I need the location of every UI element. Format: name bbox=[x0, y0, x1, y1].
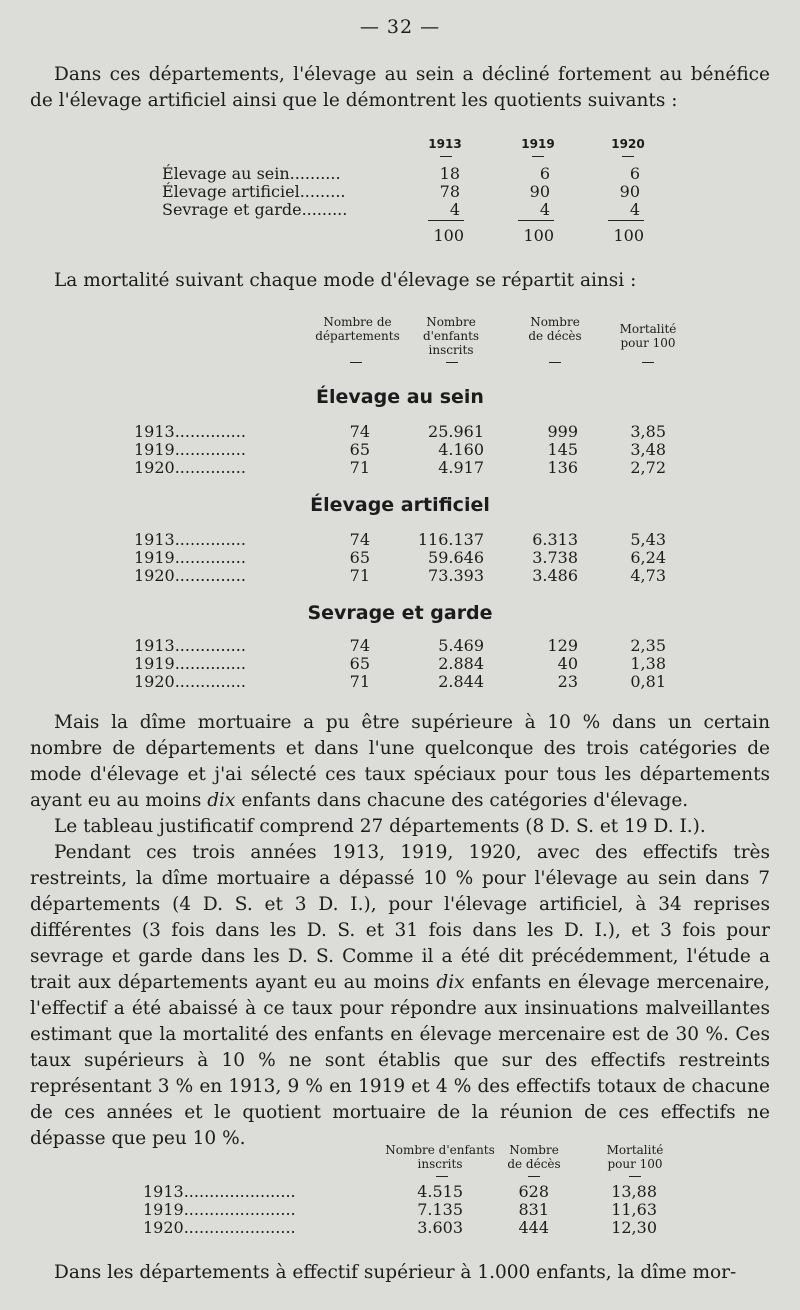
totals-row: 100 100 100 bbox=[433, 226, 644, 245]
table-row: Élevage au sein.......... 18 6 6 bbox=[162, 164, 640, 183]
year-header: 1920 bbox=[611, 137, 645, 151]
section-title: Sevrage et garde bbox=[307, 602, 493, 624]
column-header: Mortalité pour 100 bbox=[619, 322, 677, 350]
page-number: — 32 — bbox=[359, 16, 441, 38]
table-row: Sevrage et garde......... 4 4 4 bbox=[162, 200, 640, 219]
table-row: Élevage artificiel......... 78 90 90 bbox=[162, 182, 640, 201]
table-row: 1919.............. 65 4.160 145 3,48 bbox=[134, 440, 666, 459]
paragraph: Le tableau justificatif comprend 27 départements (8 D. S. et 19 D. I.). bbox=[54, 816, 706, 837]
column-header: Nombre de décès bbox=[507, 1143, 561, 1171]
section-title: Élevage artificiel bbox=[310, 494, 490, 516]
column-header: Nombre d'enfants inscrits bbox=[385, 1143, 495, 1171]
table-row: 1913.............. 74 116.137 6.313 5,43 bbox=[134, 530, 666, 549]
intro-paragraph: Dans ces départements, l'élevage au sein a décliné fortement au bénéfice de l'élevage artificiel ainsi que le démontrent les quotients suivants : bbox=[30, 64, 770, 111]
table-row: 1920.............. 71 73.393 3.486 4,73 bbox=[134, 566, 666, 585]
final-line: Dans les départements à effectif supérieur à 1.000 enfants, la dîme mor- bbox=[54, 1262, 737, 1283]
table-row: 1920.............. 71 2.844 23 0,81 bbox=[134, 672, 666, 691]
table-row: 1920.............. 71 4.917 136 2,72 bbox=[134, 458, 666, 477]
paragraph: Pendant ces trois années 1913, 1919, 1920, avec des effectifs très restreints, la dîme mortuaire a dépassé 10 % pour l'élevage au sein dans 7 départements (4 D. S. et 3 D. I.), pour l'élevage artificiel, à 34 reprises différentes (3 fois dans les D. S. et 31 fois dans les D. I.), et 3 fois pour sevrage et garde dans les D. S. Comme il a été dit précédemment, l'étude a trait aux départements ayant eu au moins dix enfants en élevage mercenaire, l'effectif a été abaissé à ce taux pour répondre aux insinuations malveillantes estimant que la mortalité des enfants en élevage mercenaire est de 30 %. Ces taux supérieurs à 10 % ne sont établis que sur des effectifs restreints représentant 3 % en 1913, 9 % en 1919 et 4 % des effectifs totaux de chacune de ces années et le quotient mortuaire de la réunion de ces effectifs ne dépasse que peu 10 %. bbox=[30, 842, 770, 1149]
table-row: 1913...................... 4.515 628 13,88 bbox=[143, 1182, 657, 1201]
table-row: 1913.............. 74 5.469 129 2,35 bbox=[134, 636, 666, 655]
year-header: 1919 bbox=[521, 137, 555, 151]
table-row: 1919.............. 65 59.646 3.738 6,24 bbox=[134, 548, 666, 567]
column-header: Mortalité pour 100 bbox=[606, 1143, 664, 1171]
paragraph: Mais la dîme mortuaire a pu être supérieure à 10 % dans un certain nombre de départements et dans l'une quelconque des trois catégories de mode d'élevage et j'ai sélecté ces taux spéciaux pour tous les départements ayant eu au moins dix enfants dans chacune des catégories d'élevage. bbox=[30, 712, 770, 811]
column-header: Nombre d'enfants inscrits bbox=[422, 315, 480, 357]
column-header: Nombre de décès bbox=[528, 315, 582, 343]
table-row: 1919...................... 7.135 831 11,63 bbox=[143, 1200, 657, 1219]
table-row: 1919.............. 65 2.884 40 1,38 bbox=[134, 654, 666, 673]
section-title: Élevage au sein bbox=[316, 386, 484, 408]
year-header: 1913 bbox=[428, 137, 462, 151]
column-header: Nombre de départements bbox=[315, 315, 400, 343]
table-row: 1913.............. 74 25.961 999 3,85 bbox=[134, 422, 666, 441]
mortality-intro: La mortalité suivant chaque mode d'élevage se répartit ainsi : bbox=[54, 270, 637, 291]
table-row: 1920...................... 3.603 444 12,30 bbox=[143, 1218, 657, 1237]
